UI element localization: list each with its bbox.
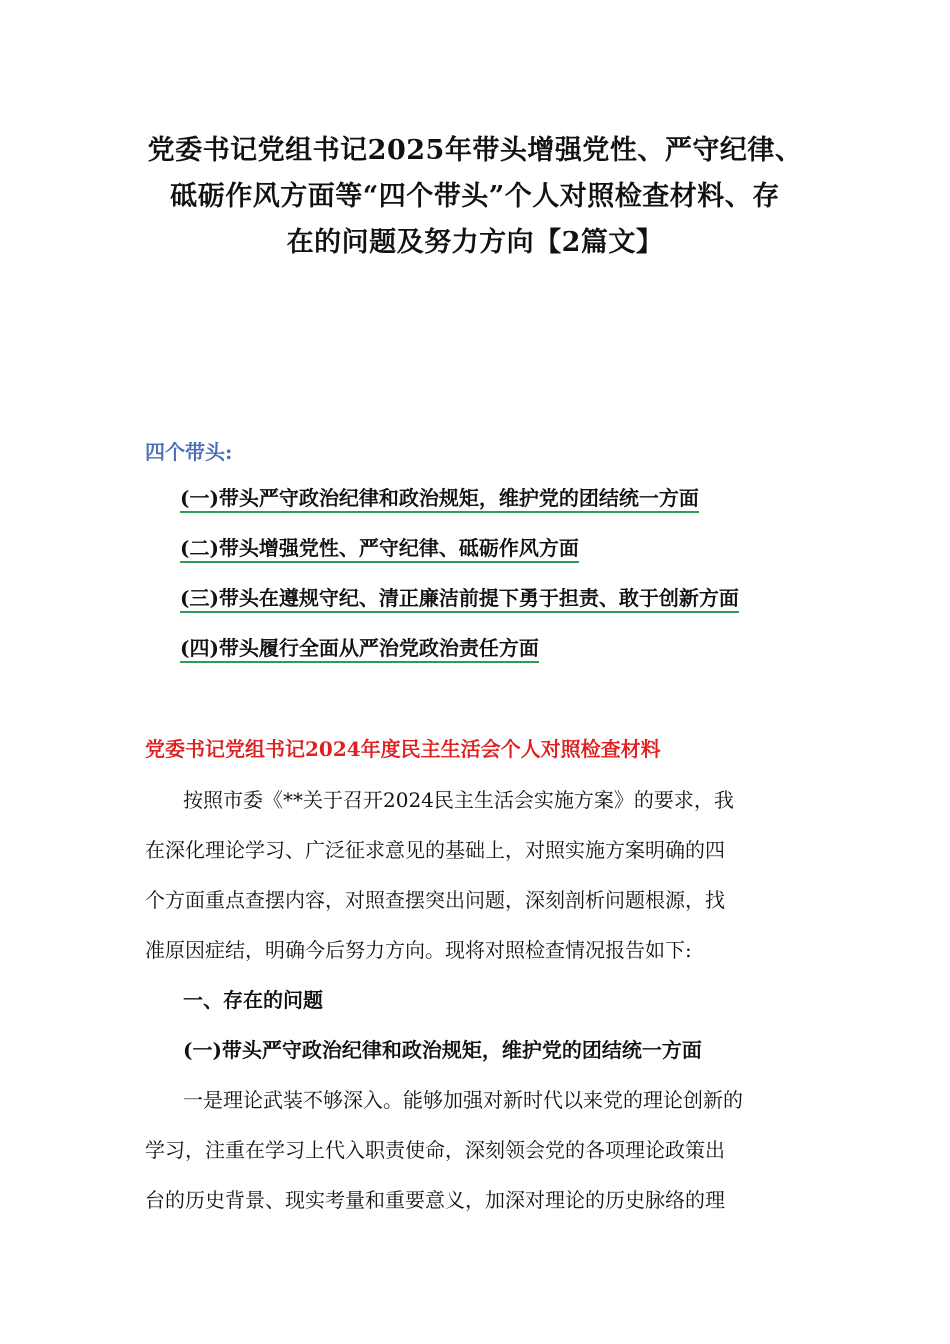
table-of-contents (180, 482, 820, 682)
title-line: 砥砺作风方面等“四个带头”个人对照检查材料、存 (170, 181, 780, 212)
toc-link-2[interactable]: (二)带头增强党性、严守纪律、砥砺作风方面 (180, 536, 579, 563)
body-paragraph (145, 1075, 807, 1225)
section-heading: 一、存在的问题 (183, 988, 323, 1012)
subsection-heading: (一)带头严守政治纪律和政治规矩，维护党的团结统一方面 (183, 1038, 702, 1062)
toc-link-3[interactable]: (三)带头在遵规守纪、清正廉洁前提下勇于担责、敢于创新方面 (180, 586, 739, 613)
paragraph-line: 在深化理论学习、广泛征求意见的基础上，对照实施方案明确的四 (145, 838, 725, 862)
toc-link-4[interactable]: (四)带头履行全面从严治党政治责任方面 (180, 636, 539, 663)
paragraph-line: 准原因症结，明确今后努力方向。现将对照检查情况报告如下: (145, 938, 692, 962)
toc-item (180, 532, 820, 582)
section-document-title: 党委书记党组书记2024年度民主生活会个人对照检查材料 (145, 737, 661, 761)
paragraph-line: 按照市委《**关于召开2024民主生活会实施方案》的要求，我 (183, 788, 734, 812)
toc-item (180, 482, 820, 532)
paragraph-line: 台的历史背景、现实考量和重要意义，加深对理论的历史脉络的理 (145, 1188, 725, 1212)
title-line: 党委书记党组书记2025年带头增强党性、严守纪律、 (147, 135, 803, 166)
paragraph-line: 学习，注重在学习上代入职责使命，深刻领会党的各项理论政策出 (145, 1138, 725, 1162)
intro-paragraph (145, 775, 807, 975)
toc-item (180, 632, 820, 682)
paragraph-line: 个方面重点查摆内容，对照查摆突出问题，深刻剖析问题根源，找 (145, 888, 725, 912)
toc-item (180, 582, 820, 632)
document-title (120, 128, 830, 266)
toc-link-1[interactable]: (一)带头严守政治纪律和政治规矩，维护党的团结统一方面 (180, 486, 699, 513)
title-line: 在的问题及努力方向【2篇文】 (286, 227, 664, 258)
toc-heading: 四个带头: (145, 440, 233, 464)
paragraph-line: 一是理论武装不够深入。能够加强对新时代以来党的理论创新的 (183, 1088, 743, 1112)
